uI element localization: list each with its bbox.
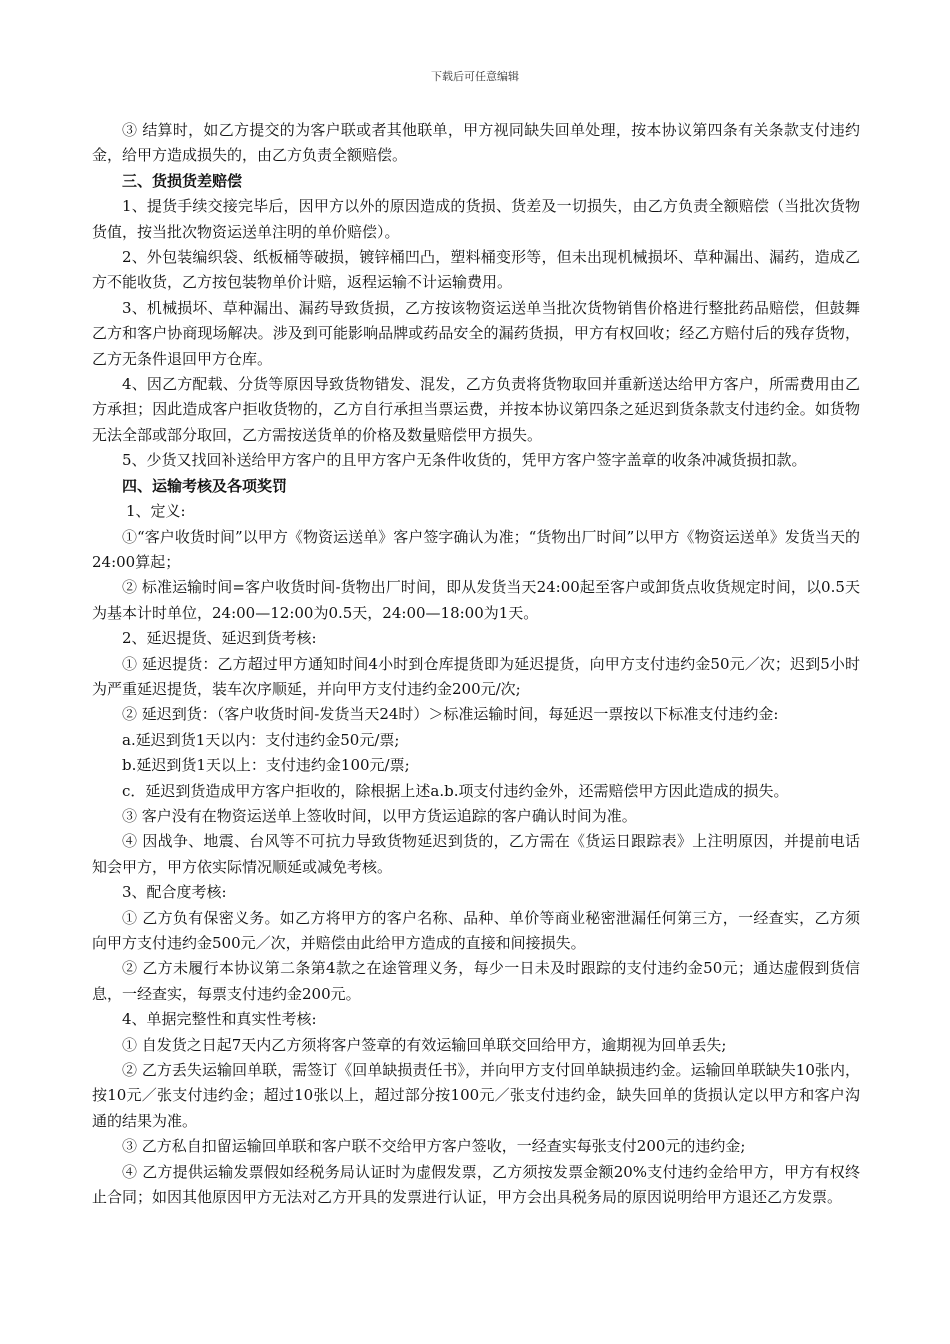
paragraph: ④ 乙方提供运输发票假如经税务局认证时为虚假发票，乙方须按发票金额20%支付违约金给甲方，甲方有权终止合同；如因其他原因甲方无法对乙方开具的发票进行认证，甲方会出具税务局的原因说明给甲方退还乙方发票。 <box>92 1162 860 1207</box>
paragraph: ③ 客户没有在物资运送单上签收时间，以甲方货运追踪的客户确认时间为准。 <box>122 806 637 825</box>
paragraph: 5、少货又找回补送给甲方客户的且甲方客户无条件收货的，凭甲方客户签字盖章的收条冲减货损扣款。 <box>122 451 807 470</box>
paragraph: 2、外包装编织袋、纸板桶等破损，镀锌桶凹凸，塑料桶变形等，但未出现机械损坏、草种漏出、漏药，造成乙方不能收货，乙方按包装物单价计赔，返程运输不计运输费用。 <box>92 248 860 292</box>
section-heading: 四、运输考核及各项奖罚 <box>122 476 288 495</box>
paragraph: 3、机械损坏、草种漏出、漏药导致货损，乙方按该物资运送单当批次货物销售价格进行整批药品赔偿，但鼓舞乙方和客户协商现场解决。涉及到可能影响品牌或药品安全的漏药货损，甲方有权回收；经乙方赔付后的残存货物，乙方无条件退回甲方仓库。 <box>92 298 860 368</box>
paragraph: ② 延迟到货：（客户收货时间-发货当天24时）＞标准运输时间，每延迟一票按以下标准支付违约金: <box>122 705 779 724</box>
paragraph: ① 乙方负有保密义务。如乙方将甲方的客户名称、品种、单价等商业秘密泄漏任何第三方，一经查实，乙方须向甲方支付违约金500元／次，并赔偿由此给甲方造成的直接和间接损失。 <box>92 908 860 952</box>
subsection-heading: 3、配合度考核: <box>122 883 227 902</box>
paragraph: ①“客户收货时间”以甲方《物资运送单》客户签字确认为准；“货物出厂时间”以甲方《物资运送单》发货当天的24:00算起； <box>92 527 860 571</box>
paragraph: a.延迟到货1天以内：支付违约金50元/票; <box>122 730 400 749</box>
paragraph: ① 延迟提货：乙方超过甲方通知时间4小时到仓库提货即为延迟提货，向甲方支付违约金50元／次；迟到5小时为严重延迟提货，装车次序顺延，并向甲方支付违约金200元/次; <box>92 654 860 698</box>
paragraph: b.延迟到货1天以上：支付违约金100元/票; <box>122 756 410 775</box>
page-header: 下载后可任意编辑 <box>431 70 519 83</box>
paragraph: ③ 乙方私自扣留运输回单联和客户联不交给甲方客户签收，一经查实每张支付200元的违约金; <box>122 1137 746 1156</box>
subsection-heading: 4、单据完整性和真实性考核: <box>122 1010 317 1029</box>
paragraph: ② 乙方丢失运输回单联，需签订《回单缺损责任书》，并向甲方支付回单缺损违约金。运输回单联缺失10张内，按10元／张支付违约金；超过10张以上，超过部分按100元／张支付违约金，缺失回单的货损认定以甲方和客户沟通的结果为准。 <box>92 1061 860 1130</box>
section-heading: 三、货损货差赔偿 <box>122 171 243 190</box>
paragraph: ④ 因战争、地震、台风等不可抗力导致货物延迟到货的，乙方需在《货运日跟踪表》上注明原因，并提前电话知会甲方，甲方依实际情况顺延或减免考核。 <box>92 832 860 876</box>
paragraph: 4、因乙方配载、分货等原因导致货物错发、混发，乙方负责将货物取回并重新送达给甲方客户，所需费用由乙方承担；因此造成客户拒收货物的，乙方自行承担当票运费，并按本协议第四条之延迟到货条款支付违约金。如货物无法全部或部分取回，乙方需按送货单的价格及数量赔偿甲方损失。 <box>92 375 860 444</box>
paragraph: c．延迟到货造成甲方客户拒收的，除根据上述a.b.项支付违约金外，还需赔偿甲方因此造成的损失。 <box>122 781 789 800</box>
subsection-heading: 2、延迟提货、延迟到货考核: <box>122 629 317 648</box>
document-body <box>92 118 860 1210</box>
paragraph: ③ 结算时，如乙方提交的为客户联或者其他联单，甲方视同缺失回单处理，按本协议第四条有关条款支付违约金，给甲方造成损失的，由乙方负责全额赔偿。 <box>92 121 860 165</box>
paragraph: ① 自发货之日起7天内乙方须将客户签章的有效运输回单联交回给甲方，逾期视为回单丢失; <box>122 1035 727 1054</box>
paragraph: ② 乙方未履行本协议第二条第4款之在途管理义务，每少一日未及时跟踪的支付违约金50元；通达虚假到货信息，一经查实，每票支付违约金200元。 <box>92 959 860 1003</box>
subsection-heading: 1、定义: <box>126 502 186 521</box>
paragraph: ② 标准运输时间=客户收货时间-货物出厂时间，即从发货当天24:00起至客户或卸货点收货规定时间，以0.5天为基本计时单位，24:00—12:00为0.5天，24:00—18:00为1天。 <box>92 578 860 622</box>
paragraph: 1、提货手续交接完毕后，因甲方以外的原因造成的货损、货差及一切损失，由乙方负责全额赔偿（当批次货物货值，按当批次物资运送单注明的单价赔偿）。 <box>92 197 860 241</box>
